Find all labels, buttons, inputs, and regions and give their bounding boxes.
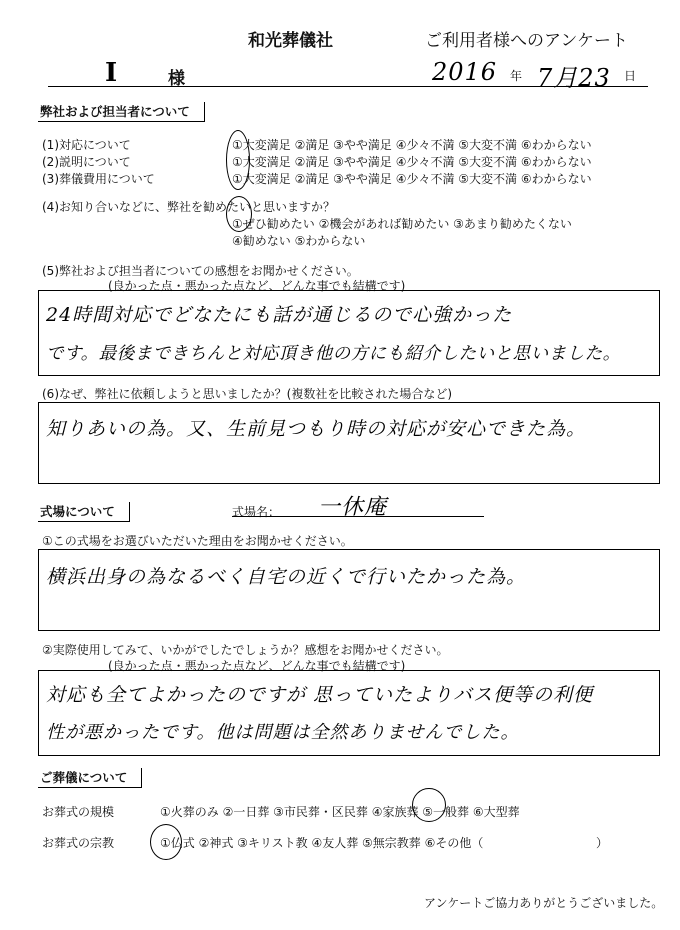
venue-label: 式場名： xyxy=(232,505,281,519)
venue-q2-answer-line1: 対応も全てよかったのですが 思っていたよりバス便等の利便 xyxy=(46,684,594,706)
day-unit: 日 xyxy=(624,69,637,83)
venue-q2-label: ②実際使用してみて、いかがでしたでしょうか？感想をお聞かせください。 xyxy=(42,643,449,657)
company-name: 和光葬儀社 xyxy=(248,31,333,51)
q2-label: (2)説明について xyxy=(42,155,131,169)
q4-options-line2: ④勧めない ⑤わからない xyxy=(232,234,366,248)
date-month-day: 7月23 xyxy=(537,64,611,92)
q4-options-line1: ①ぜひ勧めたい ②機会があれば勧めたい ③あまり勧めたくない xyxy=(232,217,572,231)
q1-label: (1)対応について xyxy=(42,138,131,152)
venue-q1-answer: 横浜出身の為なるべく自宅の近くで行いたかった為。 xyxy=(46,566,527,588)
q1-3-answer-circle xyxy=(226,130,250,190)
religion-answer-circle xyxy=(150,824,182,860)
q4-answer-circle xyxy=(226,196,252,232)
q5-label: (5)弊社および担当者についての感想をお聞かせください。 xyxy=(42,264,359,278)
footer-thanks: アンケートご協力ありがとうございました。 xyxy=(424,896,664,910)
honorific: 様 xyxy=(168,69,185,89)
customer-name: I xyxy=(105,58,119,88)
venue-q2-sublabel: (良かった点・悪かった点など、どんな事でも結構です) xyxy=(108,659,406,673)
q3-options: ①大変満足 ②満足 ③やや満足 ④少々不満 ⑤大変不満 ⑥わからない xyxy=(232,172,592,186)
q5-sublabel: (良かった点・悪かった点など、どんな事でも結構です) xyxy=(108,279,406,293)
venue-q2-answer-line2: 性が悪かったです。他は問題は全然ありませんでした。 xyxy=(46,722,520,743)
q5-answer-line1: 24時間対応でどなたにも話が通じるので心強かった xyxy=(46,304,513,326)
q6-answer: 知りあいの為。又、生前見つもり時の対応が安心できた為。 xyxy=(46,418,587,440)
religion-close-paren: ） xyxy=(596,836,609,850)
q3-label: (3)葬儀費用について xyxy=(42,172,155,186)
q1-options: ①大変満足 ②満足 ③やや満足 ④少々不満 ⑤大変不満 ⑥わからない xyxy=(232,138,592,152)
venue-underline xyxy=(232,516,484,517)
venue-name: 一休庵 xyxy=(318,495,388,520)
scale-label: お葬式の規模 xyxy=(42,805,115,819)
q6-label: (6)なぜ、弊社に依頼しようと思いましたか？(複数社を比較された場合など) xyxy=(42,387,453,401)
section-company-title: 弊社および担当者について xyxy=(38,102,205,122)
section-funeral-title: ご葬儀について xyxy=(38,768,142,788)
religion-options: ①仏式 ②神式 ③キリスト教 ④友人葬 ⑤無宗教葬 ⑥その他（ xyxy=(160,836,484,850)
scale-answer-circle xyxy=(412,788,446,822)
religion-label: お葬式の宗教 xyxy=(42,836,115,850)
year-unit: 年 xyxy=(510,69,523,83)
survey-title: ご利用者様へのアンケート xyxy=(425,31,628,51)
section-venue-title: 式場について xyxy=(38,502,130,522)
q2-options: ①大変満足 ②満足 ③やや満足 ④少々不満 ⑤大変不満 ⑥わからない xyxy=(232,155,592,169)
date-year: 2016 xyxy=(432,58,498,86)
scale-options: ①火葬のみ ②一日葬 ③市民葬・区民葬 ④家族葬 ⑤一般葬 ⑥大型葬 xyxy=(160,805,520,819)
venue-q1-label: ①この式場をお選びいただいた理由をお聞かせください。 xyxy=(42,534,353,548)
q4-label: (4)お知り合いなどに、弊社を勧めたいと思いますか？ xyxy=(42,200,336,214)
q5-answer-line2: です。最後まできちんと対応頂き他の方にも紹介したいと思いました。 xyxy=(46,344,621,364)
